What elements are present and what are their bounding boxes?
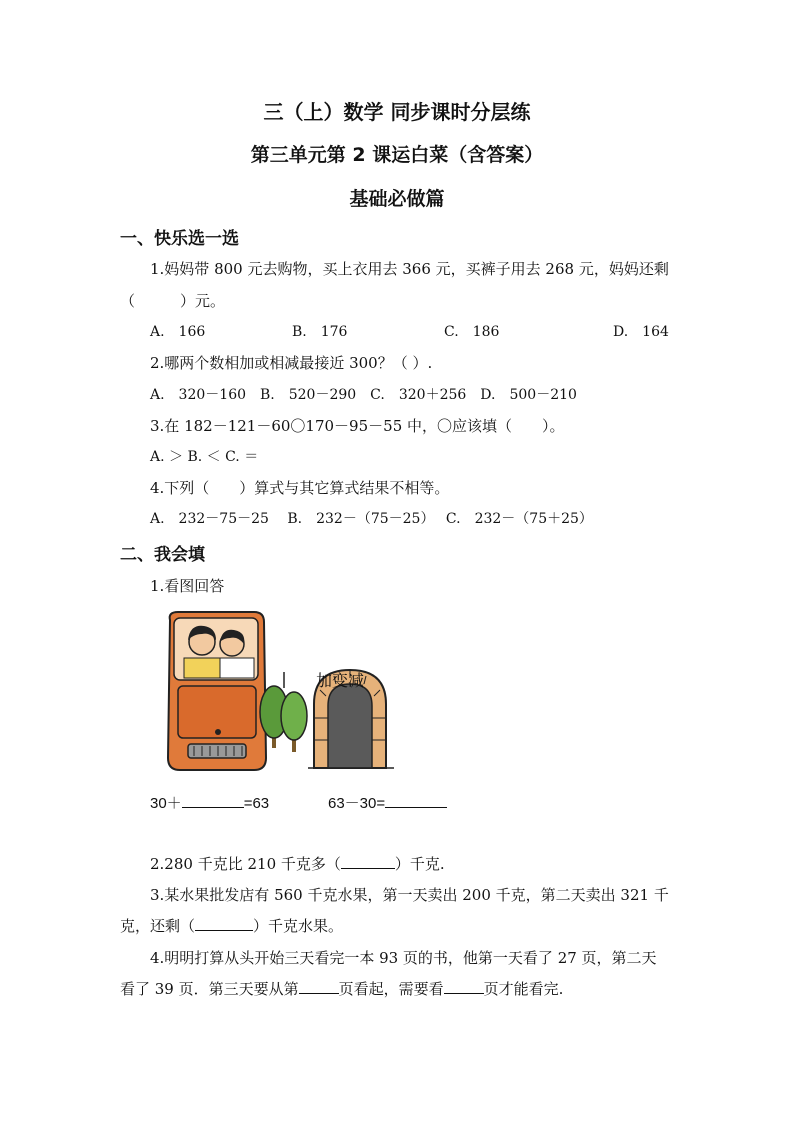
question-1-option-b: B. 176: [292, 324, 348, 340]
fill-question-4-blank-2[interactable]: [444, 993, 484, 994]
fill-question-3-line-2: 克，还剩（ ）千克水果。: [120, 917, 344, 935]
page-title: 三（上）数学 同步课时分层练: [263, 100, 531, 124]
question-3-options: A. ＞ B. ＜ C. ＝: [150, 449, 259, 465]
fill-question-2-blank[interactable]: [341, 868, 395, 869]
equation-2-blank[interactable]: [385, 807, 447, 808]
question-3: 3.在 182－121－60〇170－95－55 中，〇应该填（ ）。: [150, 417, 565, 435]
fill-question-4-blank-1[interactable]: [299, 993, 339, 994]
image-label-add-to-subtract: 加变减: [316, 671, 365, 690]
equation-2: 63－30=: [328, 792, 447, 813]
question-1-option-c: C. 186: [444, 324, 500, 340]
page-subtitle: 第三单元第 2 课运白菜（含答案）: [250, 144, 544, 166]
equation-1-blank[interactable]: [182, 807, 244, 808]
car-and-tunnel-illustration: [158, 608, 398, 780]
fill-question-3-blank[interactable]: [195, 930, 253, 931]
fill-question-4-line-1: 4.明明打算从头开始三天看完一本 93 页的书，他第一天看了 27 页，第二天: [150, 949, 657, 967]
question-2-options: A. 320－160 B. 520－290 C. 320＋256 D. 500－210: [150, 387, 577, 403]
question-1-option-d: D. 164: [613, 324, 669, 340]
fill-question-1: 1.看图回答: [150, 577, 225, 595]
fill-question-2: 2.280 千克比 210 千克多（ ）千克.: [150, 855, 445, 873]
question-4: 4.下列（ ）算式与其它算式结果不相等。: [150, 479, 450, 497]
section-heading-fill: 二、我会填: [120, 545, 205, 565]
section-heading-choice: 一、快乐选一选: [120, 229, 239, 249]
car-illustration: [168, 612, 266, 770]
tree-icon: [260, 686, 307, 752]
level-heading: 基础必做篇: [349, 188, 445, 210]
question-1-line-2: （ ）元。: [120, 292, 226, 310]
equation-1: 30＋ =63: [150, 795, 270, 812]
question-1-option-a: A. 166: [150, 324, 206, 340]
fill-question-4-line-2: 看了 39 页．第三天要从第 页看起，需要看 页才能看完.: [120, 980, 564, 998]
question-2: 2.哪两个数相加或相减最接近 300？（ ）.: [150, 354, 433, 372]
fill-question-3-line-1: 3.某水果批发店有 560 千克水果，第一天卖出 200 千克，第二天卖出 321 千: [150, 886, 669, 904]
question-4-options: A. 232－75－25 B. 232－（75－25） C. 232－（75＋25）: [150, 511, 593, 527]
question-1-line-1: 1.妈妈带 800 元去购物，买上衣用去 366 元，买裤子用去 268 元，妈妈还剩: [150, 260, 669, 278]
